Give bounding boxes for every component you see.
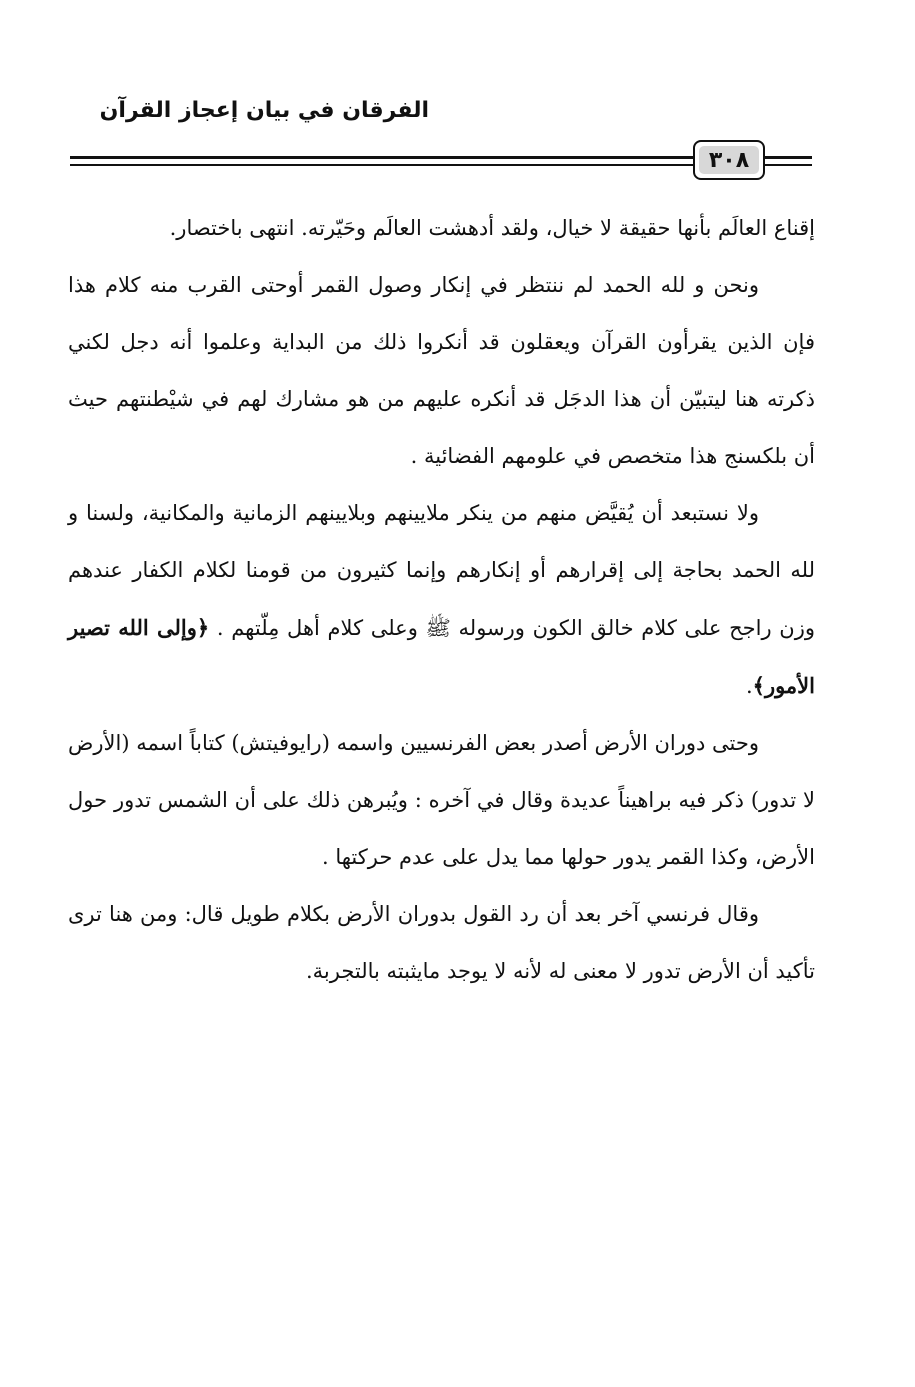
- body-text: [68, 200, 815, 1000]
- paragraph-5: وقال فرنسي آخر بعد أن رد القول بدوران الأرض بكلام طويل قال: ومن هنا ترى تأكيد أن الأرض تدور لا معنى له لأنه لا يوجد مايثبته بالتجربة.: [68, 902, 815, 983]
- paragraph-3-text: ولا نستبعد أن يُقيَّض منهم من ينكر ملايينهم وبلايينهم الزمانية والمكانية، ولسنا و لله الحمد بحاجة إلى إقرارهم أو إنكارهم وإنما كثيرون من قومنا لكلام الكفار عندهم وزن راجح على كلام خالق الكون ورسوله ﷺ وعلى كلام أهل مِلّتهم .: [68, 501, 815, 640]
- paragraph-3: [68, 485, 815, 715]
- page-number: ٣٠٨: [699, 146, 759, 174]
- quran-verse: ﴿وإلى الله تصير الأمور﴾: [68, 615, 815, 698]
- paragraph-3-tail: .: [745, 674, 753, 698]
- paragraph-4: وحتى دوران الأرض أصدر بعض الفرنسيين واسمه (رايوفيتش) كتاباً اسمه (الأرض لا تدور) ذكر فيه براهيناً عديدة وقال في آخره : ويُبرهن ذلك على أن الشمس تدور حول الأرض، وكذا القمر يدور حولها مما يدل على عدم حركتها .: [67, 731, 815, 869]
- running-title: الفرقان في بيان إعجاز القرآن: [99, 98, 429, 123]
- paragraph-1: إقناع العالَم بأنها حقيقة لا خيال، ولقد أدهشت العالَم وحَيّرته. انتهى باختصار.: [169, 216, 815, 240]
- paragraph-2: ونحن و لله الحمد لم ننتظر في إنكار وصول القمر أوحتى القرب منه كلام هذا فإن الذين يقرأون القرآن ويعقلون قد أنكروا ذلك من البداية وعلموا أنه دجل لكني ذكرته هنا ليتبيّن أن هذا الدجَل قد أنكره عليهم من هو مشارك لهم في شيْطنتهم حيث أن بلكسنج هذا متخصص في علومهم الفضائية .: [68, 273, 815, 468]
- page-number-badge: [693, 140, 765, 180]
